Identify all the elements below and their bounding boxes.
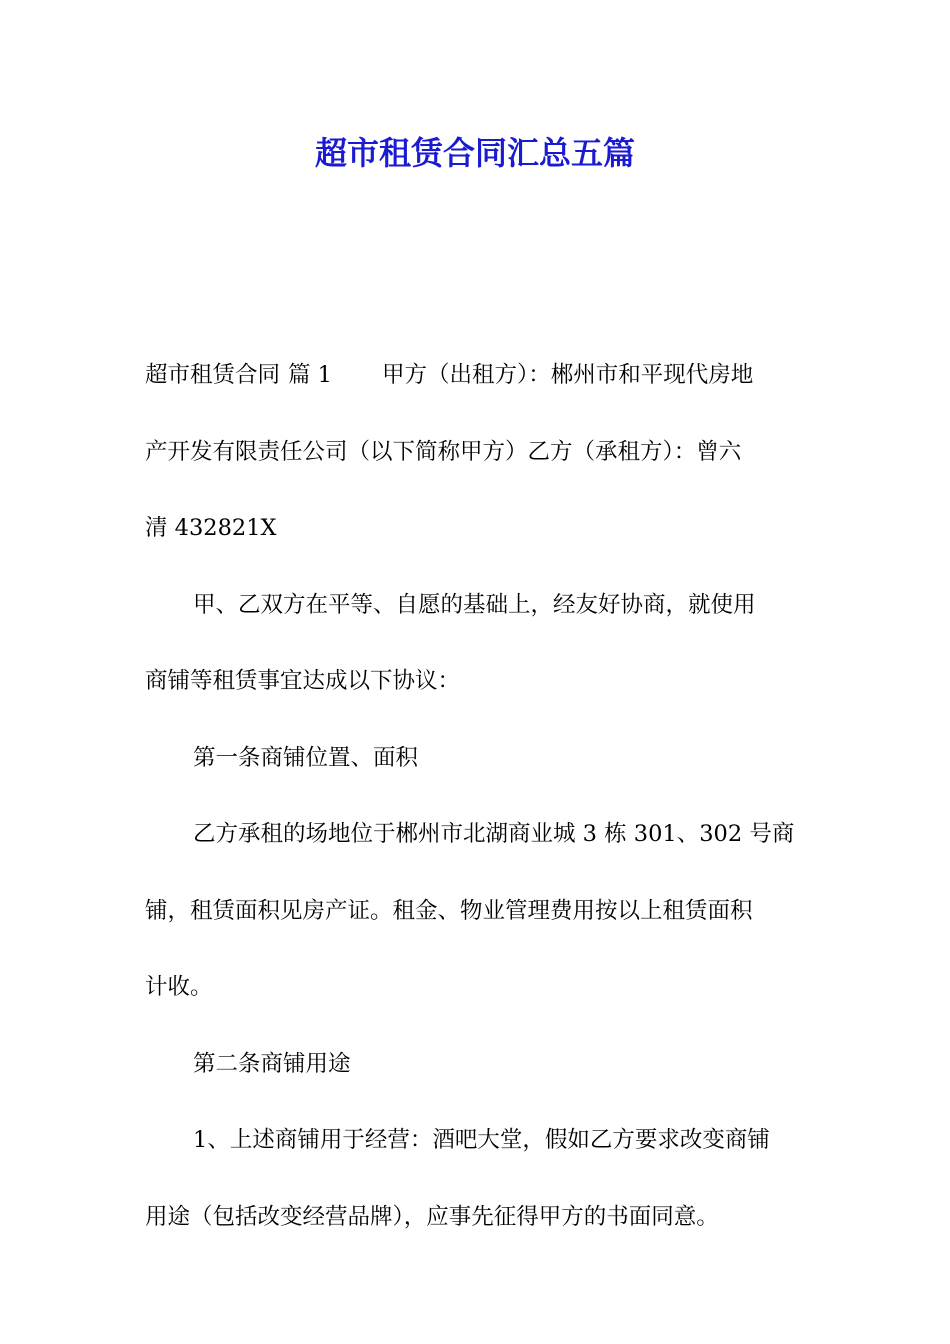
paragraph-line: 产开发有限责任公司（以下简称甲方）乙方（承租方）：曾六 [145,438,742,465]
article-heading: 第一条商铺位置、面积 [193,744,419,771]
paragraph-line: 1、上述商铺用于经营：酒吧大堂，假如乙方要求改变商铺 [193,1127,770,1153]
paragraph-line: 甲、乙双方在平等、自愿的基础上，经友好协商，就使用 [193,591,756,618]
paragraph-line: 乙方承租的场地位于郴州市北湖商业城 3 栋 301、302 号商 [193,821,795,847]
party-a-text: 甲方（出租方）：郴州市和平现代房地 [381,362,754,388]
paragraph-line: 铺，租赁面积见房产证。租金、物业管理费用按以上租赁面积 [145,897,753,924]
article-heading: 第二条商铺用途 [193,1050,351,1077]
paragraph-line [145,337,810,414]
paragraph-line: 用途（包括改变经营品牌），应事先征得甲方的书面同意。 [145,1203,719,1230]
document-title: 超市租赁合同汇总五篇 [314,134,635,172]
paragraph-line: 商铺等租赁事宜达成以下协议： [145,668,461,694]
document-body [145,337,810,1255]
section-number: 篇 1 [288,362,332,388]
paragraph-line: 清 432821X [145,515,277,541]
paragraph-line: 计收。 [145,974,213,1000]
contract-heading: 超市租赁合同 [145,362,281,388]
